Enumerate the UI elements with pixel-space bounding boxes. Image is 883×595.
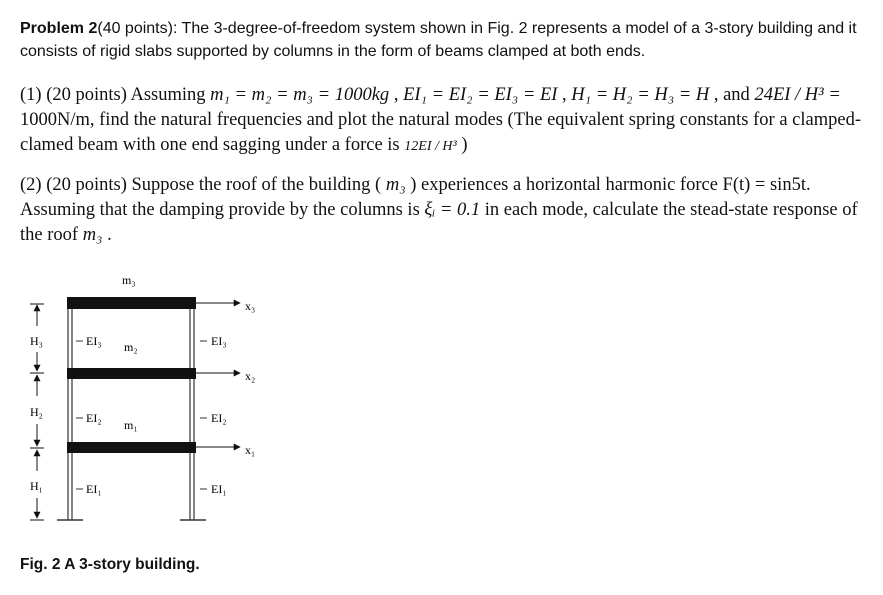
damping-equation: ξᵢ = 0.1 [424,200,481,220]
separator: , [557,85,572,105]
spring-expression: 12EI / H³ [404,139,457,154]
h2-label: H₂ [30,405,43,419]
slab-1 [67,442,196,453]
stiffness-equation: EI₁ = EI₂ = EI₃ = EI [403,85,558,105]
x3-label: x₃ [245,299,256,313]
part-one-paragraph [20,83,870,159]
x2-label: x₂ [245,369,256,383]
part-two-force-text: ) experiences a horizontal harmonic force F(t) = sin5t. Assuming that the damping provide by the columns is [20,175,811,220]
closing-paren: ) [456,135,468,155]
m3-label: m₃ [122,273,136,287]
ei3-left-label: EI₃ [86,334,102,348]
part-one-intro: (1) (20 points) Assuming [20,85,211,105]
ei3-right-label: EI₃ [211,334,227,348]
m2-label: m₂ [124,340,138,354]
problem-description: (40 points): The 3-degree-of-freedom system shown in Fig. 2 represents a model of a 3-story building and it consists of rigid slabs supported by columns in the form of beams clamped at both ends. [20,20,857,60]
ei1-right-label: EI₁ [211,482,227,496]
spring-constant-equation: 24EI / H³ = [754,85,841,105]
x1-label: x₁ [245,443,256,457]
problem-label: Problem 2 [20,20,98,37]
ei1-left-label: EI₁ [86,482,102,496]
separator: , [389,85,404,105]
problem-header [20,17,870,63]
roof-mass-end: m₃ [82,225,103,245]
h1-label: H₁ [30,479,43,493]
height-equation: H₁ = H₂ = H₃ = H [571,85,710,105]
ei2-left-label: EI₂ [86,411,102,425]
slab-2 [67,368,196,379]
h3-label: H₃ [30,334,43,348]
slab-3 [67,297,196,309]
left-columns [68,304,72,520]
part-two-intro: (2) (20 points) Suppose the roof of the building ( [20,175,386,195]
ei2-right-label: EI₂ [211,411,227,425]
building-figure [0,262,300,532]
mass-equation: m₁ = m₂ = m₃ = 1000kg [210,85,390,105]
figure-caption: Fig. 2 A 3-story building. [20,556,200,573]
part-two-question: in each mode, calculate the stead-state response of the roof [20,200,858,245]
right-columns [190,304,194,520]
part-two-paragraph [20,173,870,248]
m1-label: m₁ [124,418,138,432]
and-text: , and [709,85,755,105]
period: . [102,225,112,245]
part-one-question: 1000N/m, find the natural frequencies and plot the natural modes (The equivalent spring constants for a clamped-clamed beam with one end sagging under a force is [20,110,861,155]
roof-mass: m₃ [385,175,406,195]
